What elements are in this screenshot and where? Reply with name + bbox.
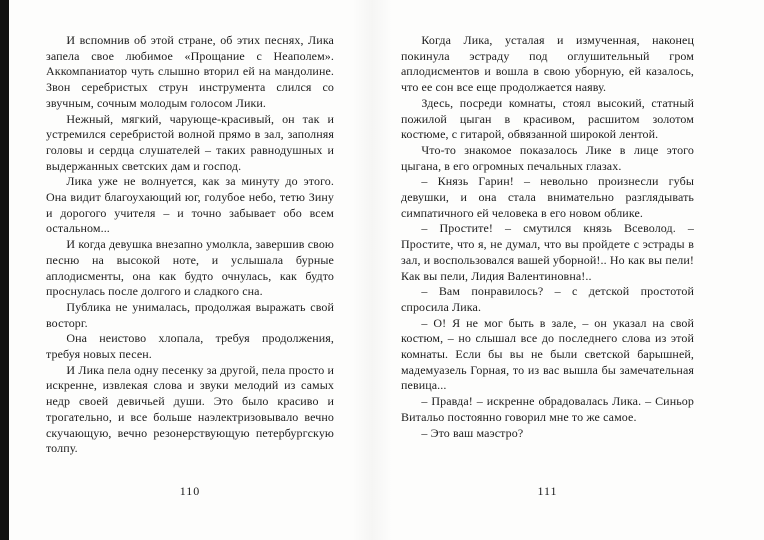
paragraph: – Вам понравилось? – с детской простотой спросила Лика. bbox=[401, 284, 694, 314]
left-page bbox=[46, 33, 334, 457]
paragraph: – Простите! – смутился князь Всеволод. – Простите, что я, не думал, что вы пройдете с эстрады в зал, и воспользовался вашей уборной!.. Но как вы пели! Как вы пели, Лидия Валентиновна!.. bbox=[401, 221, 694, 283]
paragraph: – Это ваш маэстро? bbox=[421, 425, 524, 440]
paragraph: – Правда! – искренне обрадовалась Лика. – Синьор Витальо постоянно говорил мне то же самое. bbox=[401, 394, 694, 424]
paragraph: – Князь Гарин! – невольно произнесли губы девушки, и она стала внимательно разглядывать симпатичного ей человека в его новом облике. bbox=[401, 174, 694, 220]
paragraph: Она неистово хлопала, требуя продолжения, требуя новых песен. bbox=[46, 331, 334, 362]
paragraph: Лика уже не волнуется, как за минуту до этого. Она видит благоухающий юг, голубое небо, тетю Зину и дорогого учителя – и точно забывает обо всем остальном... bbox=[46, 174, 334, 236]
page-number-left: 110 bbox=[179, 484, 201, 498]
paragraph: И вспомнив об этой стране, об этих песнях, Лика запела свое любимое «Прощание с Неаполем». Аккомпаниатор чуть слышно вторил ей на мандолине. Звон серебристых струн инструмента слился со звучным, сочным молодым голосом Лики. bbox=[46, 33, 334, 110]
paragraph: И Лика пела одну песенку за другой, пела просто и искренне, извлекая слова и звуки мелодий из самых недр своей девичьей души. Это было красиво и трогательно, и все больше наэлектризовывало вечно скучающую, вечно резонерствующую петербургскую толпу. bbox=[46, 362, 334, 456]
paragraph: Что-то знакомое показалось Лике в лице этого цыгана, в его огромных печальных глазах. bbox=[401, 142, 694, 173]
paragraph: И когда девушка внезапно умолкла, завершив свою песню на высокой ноте, и услышала бурные аплодисменты, она как будто очнулась, как будто проснулась после долгого и сладкого сна. bbox=[46, 237, 334, 299]
paragraph: Публика не унималась, продолжая выражать свой восторг. bbox=[46, 299, 334, 330]
paragraph: – О! Я не мог быть в зале, – он указал на свой костюм, – но слышал все до последнего слова из этой комнаты. Если бы вы не были светской барышней, мадемуазель Горная, то из вас вышла бы замечательная певица... bbox=[401, 315, 694, 393]
scan-edge-strip bbox=[0, 0, 9, 540]
page-number-right: 111 bbox=[537, 484, 558, 498]
paragraph: Когда Лика, усталая и измученная, наконец покинула эстраду под оглушительный гром аплодисментов и вошла в свою уборную, ей казалось, что ее сон все еще продолжается наяву. bbox=[401, 33, 694, 95]
right-page bbox=[401, 33, 694, 441]
page-gutter bbox=[352, 0, 392, 540]
paragraph: Нежный, мягкий, чарующе-красивый, он так и устремился серебристой волной прямо в зал, заполняя головы и сердца слушателей – таких равнодушных и выдержанных светских дам и господ. bbox=[46, 111, 334, 173]
paragraph: Здесь, посреди комнаты, стоял высокий, статный пожилой цыган в красивом, расшитом золотом костюме, с гитарой, обвязанной широкой лентой. bbox=[401, 95, 694, 142]
